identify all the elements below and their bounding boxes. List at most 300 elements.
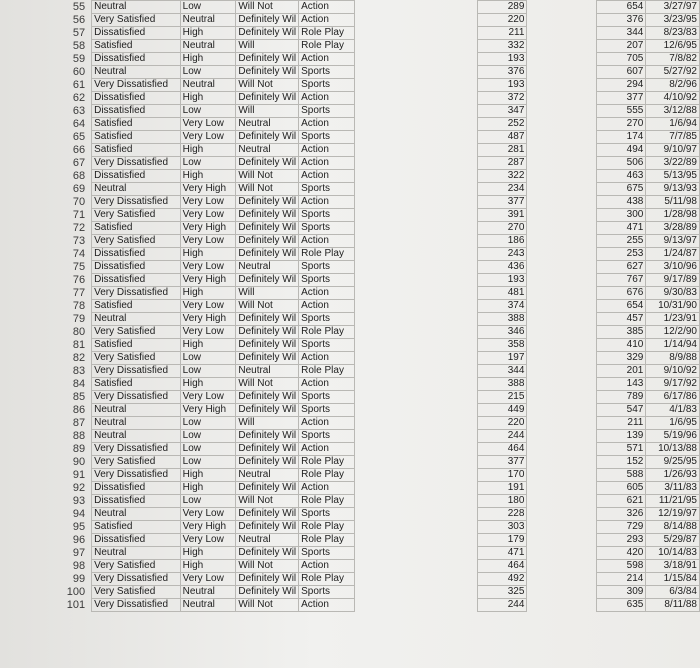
satisfaction-cell[interactable]: Satisfied	[92, 144, 181, 157]
satisfaction-cell[interactable]: Very Dissatisfied	[92, 365, 181, 378]
intent-cell[interactable]: Definitely Wil	[236, 313, 299, 326]
row-number[interactable]: 101	[66, 599, 86, 611]
empty-cell[interactable]	[354, 118, 477, 131]
row-number[interactable]: 65	[72, 131, 86, 143]
empty-cell[interactable]	[527, 261, 596, 274]
date-cell[interactable]: 5/11/98	[646, 196, 700, 209]
genre-cell[interactable]: Role Play	[299, 469, 355, 482]
value-cell-1[interactable]: 464	[477, 560, 527, 573]
level-cell[interactable]: High	[180, 53, 236, 66]
value-cell-2[interactable]: 293	[596, 534, 646, 547]
date-cell[interactable]: 5/27/92	[646, 66, 700, 79]
empty-cell[interactable]	[527, 586, 596, 599]
intent-cell[interactable]: Will Not	[236, 300, 299, 313]
level-cell[interactable]: Very High	[180, 313, 236, 326]
date-cell[interactable]: 1/23/91	[646, 313, 700, 326]
date-cell[interactable]: 1/26/93	[646, 469, 700, 482]
satisfaction-cell[interactable]: Dissatisfied	[92, 53, 181, 66]
genre-cell[interactable]: Sports	[299, 430, 355, 443]
level-cell[interactable]: Very Low	[180, 326, 236, 339]
row-number[interactable]: 90	[72, 456, 86, 468]
satisfaction-cell[interactable]: Satisfied	[92, 40, 181, 53]
satisfaction-cell[interactable]: Neutral	[92, 313, 181, 326]
empty-cell[interactable]	[354, 534, 477, 547]
genre-cell[interactable]: Role Play	[299, 456, 355, 469]
empty-cell[interactable]	[527, 196, 596, 209]
satisfaction-cell[interactable]: Dissatisfied	[92, 27, 181, 40]
genre-cell[interactable]: Action	[299, 378, 355, 391]
row-number[interactable]: 71	[72, 209, 86, 221]
intent-cell[interactable]: Definitely Wil	[236, 521, 299, 534]
date-cell[interactable]: 3/23/95	[646, 14, 700, 27]
level-cell[interactable]: Very Low	[180, 573, 236, 586]
row-number[interactable]: 73	[72, 235, 86, 247]
satisfaction-cell[interactable]: Very Dissatisfied	[92, 391, 181, 404]
genre-cell[interactable]: Action	[299, 352, 355, 365]
level-cell[interactable]: Very Low	[180, 261, 236, 274]
empty-cell[interactable]	[527, 534, 596, 547]
intent-cell[interactable]: Will Not	[236, 170, 299, 183]
row-number[interactable]: 66	[72, 144, 86, 156]
satisfaction-cell[interactable]: Satisfied	[92, 222, 181, 235]
genre-cell[interactable]: Action	[299, 14, 355, 27]
date-cell[interactable]: 8/9/88	[646, 352, 700, 365]
row-number[interactable]: 81	[72, 339, 86, 351]
date-cell[interactable]: 8/14/88	[646, 521, 700, 534]
row-number[interactable]: 60	[72, 66, 86, 78]
satisfaction-cell[interactable]: Very Dissatisfied	[92, 287, 181, 300]
empty-cell[interactable]	[354, 287, 477, 300]
level-cell[interactable]: High	[180, 144, 236, 157]
value-cell-2[interactable]: 605	[596, 482, 646, 495]
empty-cell[interactable]	[354, 196, 477, 209]
empty-cell[interactable]	[527, 157, 596, 170]
empty-cell[interactable]	[527, 131, 596, 144]
empty-cell[interactable]	[354, 521, 477, 534]
intent-cell[interactable]: Will Not	[236, 183, 299, 196]
row-number[interactable]: 83	[72, 365, 86, 377]
value-cell-1[interactable]: 289	[477, 1, 527, 14]
value-cell-1[interactable]: 211	[477, 27, 527, 40]
genre-cell[interactable]: Sports	[299, 586, 355, 599]
genre-cell[interactable]: Sports	[299, 339, 355, 352]
level-cell[interactable]: High	[180, 547, 236, 560]
genre-cell[interactable]: Action	[299, 144, 355, 157]
satisfaction-cell[interactable]: Very Satisfied	[92, 326, 181, 339]
row-number[interactable]: 79	[72, 313, 86, 325]
empty-cell[interactable]	[527, 560, 596, 573]
intent-cell[interactable]: Definitely Wil	[236, 66, 299, 79]
value-cell-1[interactable]: 287	[477, 157, 527, 170]
empty-cell[interactable]	[354, 79, 477, 92]
empty-cell[interactable]	[527, 521, 596, 534]
intent-cell[interactable]: Definitely Wil	[236, 196, 299, 209]
level-cell[interactable]: Low	[180, 352, 236, 365]
value-cell-1[interactable]: 346	[477, 326, 527, 339]
empty-cell[interactable]	[527, 352, 596, 365]
intent-cell[interactable]: Neutral	[236, 469, 299, 482]
value-cell-1[interactable]: 377	[477, 196, 527, 209]
value-cell-2[interactable]: 294	[596, 79, 646, 92]
date-cell[interactable]: 12/19/97	[646, 508, 700, 521]
intent-cell[interactable]: Definitely Wil	[236, 430, 299, 443]
value-cell-2[interactable]: 463	[596, 170, 646, 183]
level-cell[interactable]: High	[180, 170, 236, 183]
intent-cell[interactable]: Definitely Wil	[236, 274, 299, 287]
date-cell[interactable]: 3/11/83	[646, 482, 700, 495]
intent-cell[interactable]: Definitely Wil	[236, 131, 299, 144]
row-number[interactable]: 84	[72, 378, 86, 390]
empty-cell[interactable]	[354, 274, 477, 287]
value-cell-1[interactable]: 377	[477, 456, 527, 469]
empty-cell[interactable]	[527, 495, 596, 508]
satisfaction-cell[interactable]: Satisfied	[92, 300, 181, 313]
value-cell-1[interactable]: 220	[477, 14, 527, 27]
empty-cell[interactable]	[354, 235, 477, 248]
date-cell[interactable]: 5/19/96	[646, 430, 700, 443]
value-cell-2[interactable]: 457	[596, 313, 646, 326]
empty-cell[interactable]	[527, 378, 596, 391]
level-cell[interactable]: Low	[180, 456, 236, 469]
value-cell-2[interactable]: 410	[596, 339, 646, 352]
date-cell[interactable]: 10/14/83	[646, 547, 700, 560]
intent-cell[interactable]: Will Not	[236, 495, 299, 508]
value-cell-1[interactable]: 193	[477, 79, 527, 92]
empty-cell[interactable]	[527, 313, 596, 326]
genre-cell[interactable]: Role Play	[299, 27, 355, 40]
value-cell-1[interactable]: 391	[477, 209, 527, 222]
satisfaction-cell[interactable]: Neutral	[92, 183, 181, 196]
empty-cell[interactable]	[527, 79, 596, 92]
level-cell[interactable]: Low	[180, 430, 236, 443]
genre-cell[interactable]: Role Play	[299, 326, 355, 339]
row-number[interactable]: 99	[72, 573, 86, 585]
level-cell[interactable]: Neutral	[180, 14, 236, 27]
empty-cell[interactable]	[354, 443, 477, 456]
row-number[interactable]: 78	[72, 300, 86, 312]
satisfaction-cell[interactable]: Very Dissatisfied	[92, 157, 181, 170]
value-cell-1[interactable]: 325	[477, 586, 527, 599]
value-cell-1[interactable]: 193	[477, 274, 527, 287]
date-cell[interactable]: 8/2/96	[646, 79, 700, 92]
empty-cell[interactable]	[527, 326, 596, 339]
empty-cell[interactable]	[354, 404, 477, 417]
value-cell-1[interactable]: 449	[477, 404, 527, 417]
empty-cell[interactable]	[354, 560, 477, 573]
level-cell[interactable]: Very High	[180, 222, 236, 235]
level-cell[interactable]: Very High	[180, 183, 236, 196]
genre-cell[interactable]: Action	[299, 157, 355, 170]
genre-cell[interactable]: Action	[299, 417, 355, 430]
intent-cell[interactable]: Definitely Wil	[236, 482, 299, 495]
intent-cell[interactable]: Will Not	[236, 560, 299, 573]
genre-cell[interactable]: Action	[299, 92, 355, 105]
level-cell[interactable]: Very Low	[180, 196, 236, 209]
level-cell[interactable]: High	[180, 248, 236, 261]
row-number[interactable]: 97	[72, 547, 86, 559]
level-cell[interactable]: Very Low	[180, 391, 236, 404]
empty-cell[interactable]	[527, 40, 596, 53]
level-cell[interactable]: Very High	[180, 274, 236, 287]
date-cell[interactable]: 9/30/83	[646, 287, 700, 300]
value-cell-2[interactable]: 300	[596, 209, 646, 222]
date-cell[interactable]: 3/22/89	[646, 157, 700, 170]
satisfaction-cell[interactable]: Dissatisfied	[92, 248, 181, 261]
value-cell-2[interactable]: 385	[596, 326, 646, 339]
empty-cell[interactable]	[354, 157, 477, 170]
genre-cell[interactable]: Sports	[299, 508, 355, 521]
intent-cell[interactable]: Definitely Wil	[236, 573, 299, 586]
empty-cell[interactable]	[354, 105, 477, 118]
satisfaction-cell[interactable]: Neutral	[92, 404, 181, 417]
empty-cell[interactable]	[354, 378, 477, 391]
level-cell[interactable]: High	[180, 560, 236, 573]
empty-cell[interactable]	[354, 508, 477, 521]
genre-cell[interactable]: Role Play	[299, 521, 355, 534]
value-cell-2[interactable]: 767	[596, 274, 646, 287]
satisfaction-cell[interactable]: Very Dissatisfied	[92, 599, 181, 612]
level-cell[interactable]: Very Low	[180, 131, 236, 144]
level-cell[interactable]: Neutral	[180, 79, 236, 92]
date-cell[interactable]: 9/13/93	[646, 183, 700, 196]
satisfaction-cell[interactable]: Dissatisfied	[92, 495, 181, 508]
empty-cell[interactable]	[354, 1, 477, 14]
genre-cell[interactable]: Action	[299, 170, 355, 183]
empty-cell[interactable]	[527, 404, 596, 417]
intent-cell[interactable]: Definitely Wil	[236, 339, 299, 352]
row-number[interactable]: 91	[72, 469, 86, 481]
value-cell-2[interactable]: 152	[596, 456, 646, 469]
value-cell-1[interactable]: 170	[477, 469, 527, 482]
value-cell-2[interactable]: 344	[596, 27, 646, 40]
satisfaction-cell[interactable]: Very Dissatisfied	[92, 469, 181, 482]
intent-cell[interactable]: Definitely Wil	[236, 326, 299, 339]
satisfaction-cell[interactable]: Neutral	[92, 430, 181, 443]
empty-cell[interactable]	[354, 209, 477, 222]
level-cell[interactable]: Very Low	[180, 300, 236, 313]
row-number[interactable]: 76	[72, 274, 86, 286]
empty-cell[interactable]	[527, 274, 596, 287]
value-cell-1[interactable]: 388	[477, 313, 527, 326]
satisfaction-cell[interactable]: Very Satisfied	[92, 235, 181, 248]
intent-cell[interactable]: Neutral	[236, 534, 299, 547]
empty-cell[interactable]	[527, 144, 596, 157]
empty-cell[interactable]	[527, 222, 596, 235]
row-number[interactable]: 68	[72, 170, 86, 182]
row-number[interactable]: 69	[72, 183, 86, 195]
level-cell[interactable]: Very High	[180, 521, 236, 534]
value-cell-2[interactable]: 494	[596, 144, 646, 157]
date-cell[interactable]: 9/10/97	[646, 144, 700, 157]
value-cell-2[interactable]: 174	[596, 131, 646, 144]
empty-cell[interactable]	[354, 547, 477, 560]
satisfaction-cell[interactable]: Satisfied	[92, 521, 181, 534]
empty-cell[interactable]	[354, 300, 477, 313]
level-cell[interactable]: Low	[180, 417, 236, 430]
row-number[interactable]: 62	[72, 92, 86, 104]
genre-cell[interactable]: Sports	[299, 391, 355, 404]
value-cell-2[interactable]: 376	[596, 14, 646, 27]
level-cell[interactable]: Low	[180, 157, 236, 170]
date-cell[interactable]: 1/28/98	[646, 209, 700, 222]
value-cell-2[interactable]: 676	[596, 287, 646, 300]
date-cell[interactable]: 9/17/89	[646, 274, 700, 287]
date-cell[interactable]: 12/2/90	[646, 326, 700, 339]
value-cell-2[interactable]: 627	[596, 261, 646, 274]
row-number[interactable]: 85	[72, 391, 86, 403]
value-cell-2[interactable]: 654	[596, 300, 646, 313]
genre-cell[interactable]: Sports	[299, 66, 355, 79]
intent-cell[interactable]: Definitely Wil	[236, 547, 299, 560]
row-number[interactable]: 89	[72, 443, 86, 455]
satisfaction-cell[interactable]: Dissatisfied	[92, 482, 181, 495]
genre-cell[interactable]: Sports	[299, 404, 355, 417]
empty-cell[interactable]	[354, 391, 477, 404]
value-cell-1[interactable]: 191	[477, 482, 527, 495]
empty-cell[interactable]	[527, 1, 596, 14]
value-cell-1[interactable]: 215	[477, 391, 527, 404]
date-cell[interactable]: 9/13/97	[646, 235, 700, 248]
empty-cell[interactable]	[527, 27, 596, 40]
date-cell[interactable]: 10/31/90	[646, 300, 700, 313]
row-number[interactable]: 70	[72, 196, 86, 208]
genre-cell[interactable]: Sports	[299, 222, 355, 235]
value-cell-2[interactable]: 789	[596, 391, 646, 404]
satisfaction-cell[interactable]: Very Dissatisfied	[92, 443, 181, 456]
value-cell-1[interactable]: 186	[477, 235, 527, 248]
row-number[interactable]: 80	[72, 326, 86, 338]
level-cell[interactable]: High	[180, 92, 236, 105]
empty-cell[interactable]	[527, 92, 596, 105]
value-cell-2[interactable]: 326	[596, 508, 646, 521]
empty-cell[interactable]	[354, 40, 477, 53]
empty-cell[interactable]	[354, 326, 477, 339]
value-cell-1[interactable]: 492	[477, 573, 527, 586]
genre-cell[interactable]: Sports	[299, 131, 355, 144]
row-number[interactable]: 59	[72, 53, 86, 65]
genre-cell[interactable]: Action	[299, 235, 355, 248]
empty-cell[interactable]	[354, 573, 477, 586]
date-cell[interactable]: 5/29/87	[646, 534, 700, 547]
genre-cell[interactable]: Role Play	[299, 495, 355, 508]
value-cell-2[interactable]: 329	[596, 352, 646, 365]
intent-cell[interactable]: Definitely Wil	[236, 53, 299, 66]
genre-cell[interactable]: Sports	[299, 274, 355, 287]
genre-cell[interactable]: Action	[299, 560, 355, 573]
value-cell-1[interactable]: 332	[477, 40, 527, 53]
empty-cell[interactable]	[527, 66, 596, 79]
genre-cell[interactable]: Role Play	[299, 40, 355, 53]
row-number[interactable]: 92	[72, 482, 86, 494]
value-cell-2[interactable]: 588	[596, 469, 646, 482]
genre-cell[interactable]: Role Play	[299, 534, 355, 547]
value-cell-1[interactable]: 303	[477, 521, 527, 534]
genre-cell[interactable]: Action	[299, 196, 355, 209]
empty-cell[interactable]	[527, 118, 596, 131]
satisfaction-cell[interactable]: Dissatisfied	[92, 534, 181, 547]
level-cell[interactable]: High	[180, 287, 236, 300]
value-cell-2[interactable]: 654	[596, 1, 646, 14]
date-cell[interactable]: 3/18/91	[646, 560, 700, 573]
empty-cell[interactable]	[354, 352, 477, 365]
date-cell[interactable]: 6/3/84	[646, 586, 700, 599]
value-cell-2[interactable]: 270	[596, 118, 646, 131]
empty-cell[interactable]	[527, 248, 596, 261]
genre-cell[interactable]: Sports	[299, 79, 355, 92]
empty-cell[interactable]	[527, 391, 596, 404]
satisfaction-cell[interactable]: Satisfied	[92, 339, 181, 352]
genre-cell[interactable]: Sports	[299, 313, 355, 326]
value-cell-1[interactable]: 197	[477, 352, 527, 365]
date-cell[interactable]: 1/6/95	[646, 417, 700, 430]
genre-cell[interactable]: Role Play	[299, 573, 355, 586]
date-cell[interactable]: 3/28/89	[646, 222, 700, 235]
date-cell[interactable]: 3/12/88	[646, 105, 700, 118]
empty-cell[interactable]	[354, 365, 477, 378]
satisfaction-cell[interactable]: Very Satisfied	[92, 209, 181, 222]
satisfaction-cell[interactable]: Satisfied	[92, 378, 181, 391]
value-cell-1[interactable]: 322	[477, 170, 527, 183]
level-cell[interactable]: High	[180, 469, 236, 482]
value-cell-2[interactable]: 207	[596, 40, 646, 53]
empty-cell[interactable]	[354, 261, 477, 274]
date-cell[interactable]: 9/17/92	[646, 378, 700, 391]
date-cell[interactable]: 12/6/95	[646, 40, 700, 53]
value-cell-1[interactable]: 244	[477, 599, 527, 612]
value-cell-2[interactable]: 201	[596, 365, 646, 378]
genre-cell[interactable]: Action	[299, 300, 355, 313]
date-cell[interactable]: 1/15/84	[646, 573, 700, 586]
value-cell-2[interactable]: 571	[596, 443, 646, 456]
genre-cell[interactable]: Sports	[299, 547, 355, 560]
value-cell-2[interactable]: 547	[596, 404, 646, 417]
value-cell-1[interactable]: 374	[477, 300, 527, 313]
empty-cell[interactable]	[527, 209, 596, 222]
value-cell-1[interactable]: 244	[477, 430, 527, 443]
empty-cell[interactable]	[527, 508, 596, 521]
satisfaction-cell[interactable]: Neutral	[92, 66, 181, 79]
intent-cell[interactable]: Definitely Wil	[236, 27, 299, 40]
value-cell-1[interactable]: 487	[477, 131, 527, 144]
empty-cell[interactable]	[354, 222, 477, 235]
empty-cell[interactable]	[527, 573, 596, 586]
value-cell-1[interactable]: 252	[477, 118, 527, 131]
value-cell-1[interactable]: 358	[477, 339, 527, 352]
row-number[interactable]: 87	[72, 417, 86, 429]
level-cell[interactable]: Low	[180, 443, 236, 456]
date-cell[interactable]: 8/23/83	[646, 27, 700, 40]
date-cell[interactable]: 9/25/95	[646, 456, 700, 469]
intent-cell[interactable]: Definitely Wil	[236, 391, 299, 404]
empty-cell[interactable]	[354, 131, 477, 144]
value-cell-2[interactable]: 621	[596, 495, 646, 508]
empty-cell[interactable]	[527, 53, 596, 66]
value-cell-1[interactable]: 193	[477, 53, 527, 66]
row-number[interactable]: 94	[72, 508, 86, 520]
genre-cell[interactable]: Role Play	[299, 248, 355, 261]
date-cell[interactable]: 9/10/92	[646, 365, 700, 378]
row-number[interactable]: 57	[72, 27, 86, 39]
date-cell[interactable]: 1/14/94	[646, 339, 700, 352]
date-cell[interactable]: 10/13/88	[646, 443, 700, 456]
intent-cell[interactable]: Definitely Wil	[236, 222, 299, 235]
value-cell-2[interactable]: 309	[596, 586, 646, 599]
genre-cell[interactable]: Action	[299, 287, 355, 300]
level-cell[interactable]: Low	[180, 495, 236, 508]
empty-cell[interactable]	[354, 586, 477, 599]
intent-cell[interactable]: Definitely Wil	[236, 404, 299, 417]
empty-cell[interactable]	[527, 482, 596, 495]
